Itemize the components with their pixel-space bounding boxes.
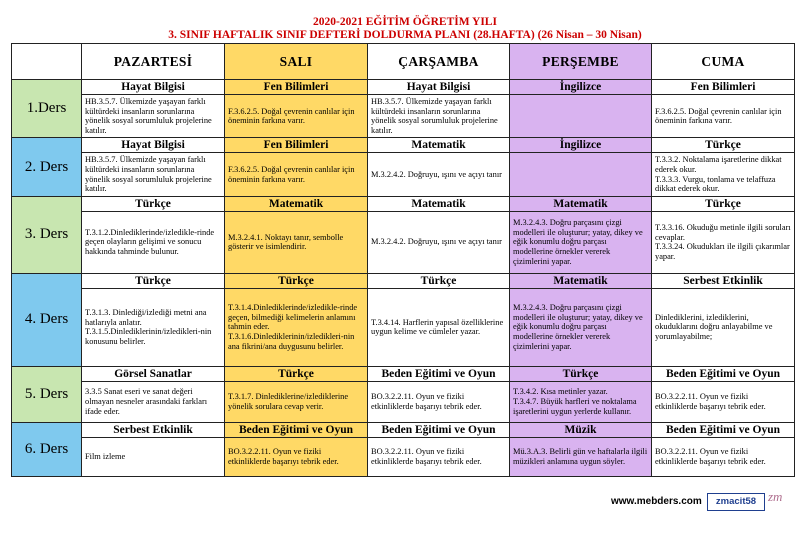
lesson-row xyxy=(12,422,795,476)
subject-name: Fen Bilimleri xyxy=(225,138,367,153)
plan-cell xyxy=(368,138,510,196)
plan-cell xyxy=(652,273,795,366)
plan-cell xyxy=(225,366,368,422)
subject-name: Müzik xyxy=(510,423,651,438)
day-header: PAZARTESİ xyxy=(82,44,225,80)
lesson-row xyxy=(12,80,795,138)
subject-name: Beden Eğitimi ve Oyun xyxy=(368,423,509,438)
learning-outcome: M.3.2.4.2. Doğruyu, ışını ve açıyı tanır xyxy=(371,237,502,247)
day-header-row xyxy=(12,44,795,80)
plan-cell xyxy=(368,366,510,422)
page-title: 2020-2021 EĞİTİM ÖĞRETİM YILI xyxy=(313,16,497,28)
plan-cell xyxy=(82,138,225,196)
learning-outcome: T.3.1.4.Dinlediklerinde/izledikle-rinde geçen, bilmediği kelimelerin anlamını tahmin eder. T.3.1.6.Dinlediklerinin/izledikleri-nin ana fikrini/ana duygusunu belirler. xyxy=(228,303,358,351)
plan-cell xyxy=(225,80,368,138)
learning-outcome: T.3.1.2.Dinlediklerinde/izledikle-rinde geçen olayların gelişimi ve sonucu hakkında tahminde bulunur. xyxy=(85,227,215,257)
subject-name: İngilizce xyxy=(510,138,651,153)
lesson-label: 6. Ders xyxy=(12,422,82,476)
learning-outcome: M.3.2.4.2. Doğruyu, ışını ve açıyı tanır xyxy=(371,169,502,179)
learning-outcome xyxy=(510,114,516,118)
subject-name: Beden Eğitimi ve Oyun xyxy=(652,367,794,382)
page-subtitle: 3. SINIF HAFTALIK SINIF DEFTERİ DOLDURMA PLANI (28.HAFTA) (26 Nisan – 30 Nisan) xyxy=(168,29,642,41)
plan-cell xyxy=(652,196,795,273)
learning-outcome: HB.3.5.7. Ülkemizde yaşayan farklı kültürdeki insanların sorunlarına yönelik sosyal sorumluluk projelerine katılır. xyxy=(85,155,212,194)
learning-outcome: M.3.2.4.3. Doğru parçasını çizgi modelleri ile oluşturur; yatay, dikey ve eğik konumlu doğru parçası modellerine örnekler vererek çizimlerini yapar. xyxy=(513,303,643,351)
plan-cell xyxy=(652,138,795,196)
learning-outcome: T.3.1.7. Dinlediklerine/izlediklerine yönelik sorulara cevap verir. xyxy=(228,392,349,411)
subject-name: Fen Bilimleri xyxy=(652,80,794,95)
learning-outcome: BO.3.2.2.11. Oyun ve fiziki etkinliklerde başarıyı tebrik eder. xyxy=(228,447,339,466)
subject-name: Türkçe xyxy=(82,197,224,212)
day-header: PERŞEMBE xyxy=(510,44,652,80)
lesson-row xyxy=(12,196,795,273)
learning-outcome: Mü.3.A.3. Belirli gün ve haftalarla ilgili müzikleri anlamına uygun söyler. xyxy=(513,447,648,466)
weekly-plan-table xyxy=(11,43,795,477)
subject-name: İngilizce xyxy=(510,80,651,95)
site-link[interactable]: www.mebders.com xyxy=(611,496,702,507)
lesson-label: 3. Ders xyxy=(12,196,82,273)
day-header: ÇARŞAMBA xyxy=(368,44,510,80)
learning-outcome: F.3.6.2.5. Doğal çevrenin canlılar için öneminin farkına varır. xyxy=(228,106,355,126)
plan-cell xyxy=(510,80,652,138)
subject-name: Görsel Sanatlar xyxy=(82,367,224,382)
subject-name: Türkçe xyxy=(652,197,794,212)
subject-name: Serbest Etkinlik xyxy=(652,274,794,289)
learning-outcome: BO.3.2.2.11. Oyun ve fiziki etkinliklerde başarıyı tebrik eder. xyxy=(655,392,766,411)
subject-name: Beden Eğitimi ve Oyun xyxy=(368,367,509,382)
subject-name: Hayat Bilgisi xyxy=(82,138,224,153)
plan-cell xyxy=(510,138,652,196)
learning-outcome: BO.3.2.2.11. Oyun ve fiziki etkinliklerde başarıyı tebrik eder. xyxy=(371,447,482,466)
learning-outcome: BO.3.2.2.11. Oyun ve fiziki etkinliklerde başarıyı tebrik eder. xyxy=(655,447,766,466)
subject-name: Türkçe xyxy=(225,367,367,382)
lesson-label: 4. Ders xyxy=(12,273,82,366)
plan-cell xyxy=(510,196,652,273)
plan-cell xyxy=(82,273,225,366)
subject-name: Matematik xyxy=(368,197,509,212)
learning-outcome: F.3.6.2.5. Doğal çevrenin canlılar için öneminin farkına varır. xyxy=(655,106,782,126)
logo: zm xyxy=(768,489,783,504)
lesson-label: 2. Ders xyxy=(12,138,82,196)
plan-cell xyxy=(652,366,795,422)
learning-outcome: T.3.4.2. Kısa metinler yazar. T.3.4.7. Büyük harfleri ve noktalama işaretlerini uygun yerlerde kullanır. xyxy=(513,387,637,416)
subject-name: Beden Eğitimi ve Oyun xyxy=(652,423,794,438)
subject-name: Türkçe xyxy=(652,138,794,153)
subject-name: Matematik xyxy=(225,197,367,212)
learning-outcome xyxy=(510,173,516,177)
subject-name: Serbest Etkinlik xyxy=(82,423,224,438)
learning-outcome: M.3.2.4.3. Doğru parçasını çizgi modelleri ile oluşturur; yatay, dikey ve eğik konumlu doğru parçası modellerine örnekler vererek çizimlerini yapar. xyxy=(513,218,643,266)
plan-cell xyxy=(225,422,368,476)
plan-cell xyxy=(82,366,225,422)
plan-cell xyxy=(368,80,510,138)
plan-cell xyxy=(225,138,368,196)
lesson-row xyxy=(12,138,795,196)
learning-outcome: HB.3.5.7. Ülkemizde yaşayan farklı kültürdeki insanların sorunlarına yönelik sosyal sorumluluk projelerine katılır. xyxy=(371,97,498,135)
plan-cell xyxy=(225,196,368,273)
lesson-row xyxy=(12,366,795,422)
plan-cell xyxy=(368,273,510,366)
learning-outcome: 3.3.5 Sanat eseri ve sanat değeri olmayan nesneler arasındaki farkları ifade eder. xyxy=(85,387,208,416)
plan-cell xyxy=(510,422,652,476)
plan-cell xyxy=(510,273,652,366)
subject-name: Beden Eğitimi ve Oyun xyxy=(225,423,367,438)
plan-cell xyxy=(82,80,225,138)
lesson-label: 1.Ders xyxy=(12,80,82,138)
subject-name: Matematik xyxy=(368,138,509,153)
plan-cell xyxy=(652,80,795,138)
learning-outcome: T.3.3.2. Noktalama işaretlerine dikkat ederek okur. T.3.3.3. Vurgu, tonlama ve telaffuza dikkat ederek okur. xyxy=(655,155,782,194)
learning-outcome: M.3.2.4.1. Noktayı tanır, sembolle gösterir ve isimlendirir. xyxy=(228,232,344,252)
plan-cell xyxy=(510,366,652,422)
plan-cell xyxy=(368,422,510,476)
plan-cell xyxy=(82,422,225,476)
subject-name: Matematik xyxy=(510,197,651,212)
plan-cell xyxy=(652,422,795,476)
learning-outcome: T.3.4.14. Harflerin yapısal özelliklerine uygun kelime ve cümleler yazar. xyxy=(371,317,504,337)
learning-outcome: HB.3.5.7. Ülkemizde yaşayan farklı kültürdeki insanların sorunlarına yönelik sosyal sorumluluk projelerine katılır. xyxy=(85,97,212,135)
plan-cell xyxy=(225,273,368,366)
learning-outcome: Film izleme xyxy=(85,451,126,461)
subject-name: Matematik xyxy=(510,274,651,289)
subject-name: Türkçe xyxy=(368,274,509,289)
learning-outcome: Dinlediklerini, izlediklerini, okuduklarını doğru anlayabilme ve yorumlayabilme; xyxy=(655,312,773,342)
learning-outcome: T.3.1.3. Dinlediği/izlediği metni ana hatlarıyla anlatır. T.3.1.5.Dinlediklerinin/izledikleri-nin konusunu belirler. xyxy=(85,308,212,346)
subject-name: Türkçe xyxy=(82,274,224,289)
day-header: SALI xyxy=(225,44,368,80)
learning-outcome: BO.3.2.2.11. Oyun ve fiziki etkinliklerde başarıyı tebrik eder. xyxy=(371,392,482,411)
subject-name: Hayat Bilgisi xyxy=(368,80,509,95)
plan-cell xyxy=(82,196,225,273)
subject-name: Türkçe xyxy=(510,367,651,382)
plan-cell xyxy=(368,196,510,273)
author-badge: zmacit58 xyxy=(707,493,765,511)
subject-name: Hayat Bilgisi xyxy=(82,80,224,95)
lesson-label: 5. Ders xyxy=(12,366,82,422)
learning-outcome: T.3.3.16. Okuduğu metinle ilgili soruları cevaplar. T.3.3.24. Okudukları ile ilgili çıkarımlar yapar. xyxy=(655,223,791,261)
day-header: CUMA xyxy=(652,44,795,80)
corner-cell xyxy=(12,44,82,80)
lesson-row xyxy=(12,273,795,366)
learning-outcome: F.3.6.2.5. Doğal çevrenin canlılar için öneminin farkına varır. xyxy=(228,164,355,184)
subject-name: Türkçe xyxy=(225,274,367,289)
subject-name: Fen Bilimleri xyxy=(225,80,367,95)
